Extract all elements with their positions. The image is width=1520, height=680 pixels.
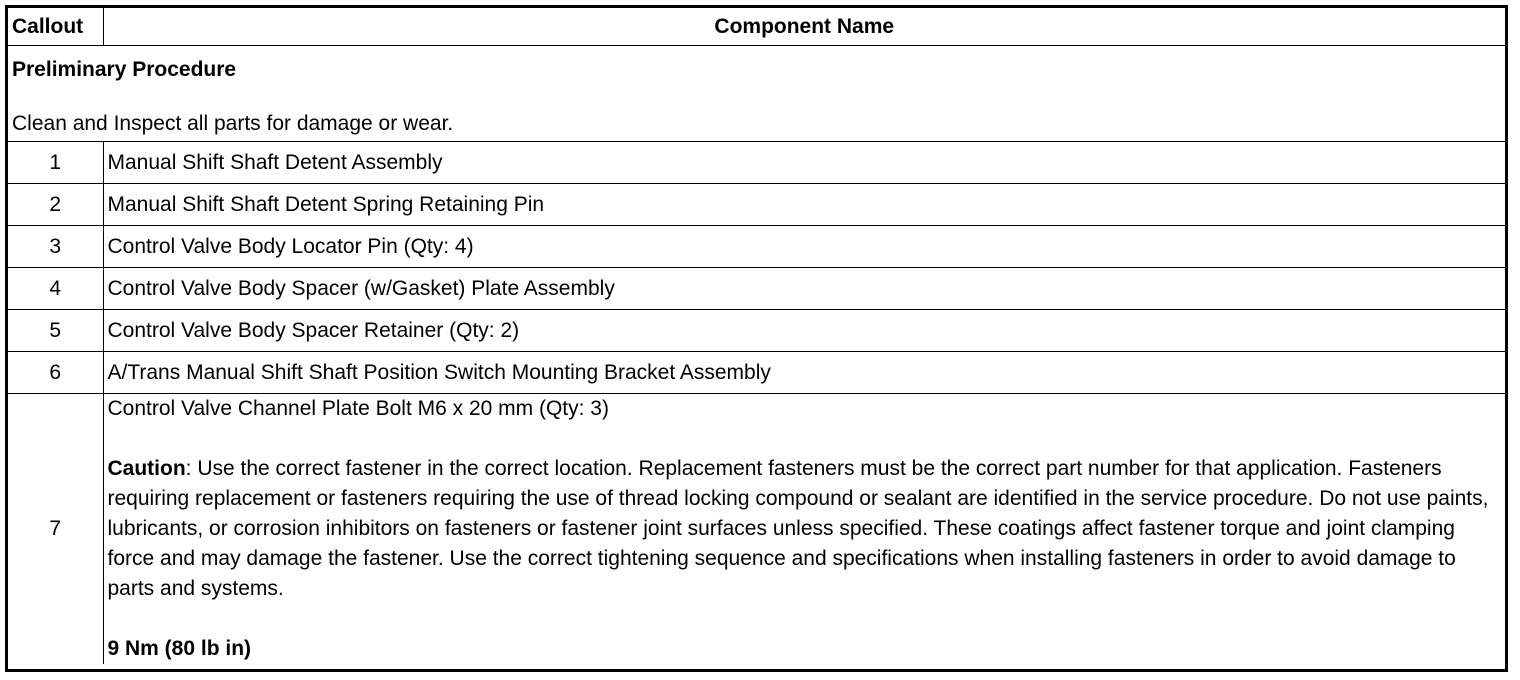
column-header-callout: Callout (8, 8, 103, 46)
column-header-component-name: Component Name (103, 8, 1505, 46)
component-name-cell: Control Valve Body Locator Pin (Qty: 4) (103, 226, 1505, 268)
table-row (8, 394, 1505, 665)
caution-text: : Use the correct fastener in the correct location. Replacement fasteners must be the correct part number for that application. Fasteners requiring replacement or fasteners requiring the use of thread locking compound or sealant are identified in the service procedure. Do not use paints, lubricants, or corrosion inhibitors on fasteners or fastener joint surfaces unless specified. These coatings affect fastener torque and joint clamping force and may damage the fastener. Use the correct tightening sequence and specifications when installing fasteners in order to avoid damage to parts and systems. (107, 457, 1489, 600)
caution-note (108, 454, 1502, 604)
component-name-cell (103, 394, 1505, 665)
table-row (8, 310, 1505, 352)
caution-label: Caution (107, 457, 186, 480)
callout-cell: 6 (8, 352, 103, 394)
preliminary-cell (8, 46, 1505, 142)
component-table (8, 8, 1505, 664)
preliminary-row (8, 46, 1505, 142)
table-header-row (8, 8, 1505, 46)
callout-cell: 2 (8, 184, 103, 226)
table-row (8, 352, 1505, 394)
component-name-cell: Manual Shift Shaft Detent Spring Retaining Pin (103, 184, 1505, 226)
component-name-cell: Control Valve Body Spacer (w/Gasket) Plate Assembly (103, 268, 1505, 310)
callout-cell: 5 (8, 310, 103, 352)
table-row (8, 184, 1505, 226)
table-row (8, 226, 1505, 268)
callout-cell: 7 (8, 394, 103, 665)
component-table-frame (5, 5, 1508, 672)
preliminary-text: Clean and Inspect all parts for damage or wear. (12, 112, 454, 135)
component-name-cell: Manual Shift Shaft Detent Assembly (103, 142, 1505, 184)
preliminary-title: Preliminary Procedure (12, 58, 237, 81)
callout-cell: 3 (8, 226, 103, 268)
callout-cell: 1 (8, 142, 103, 184)
torque-spec: 9 Nm (80 lb in) (107, 637, 252, 660)
component-name-cell: Control Valve Body Spacer Retainer (Qty: 2) (103, 310, 1505, 352)
component-name-text: Control Valve Channel Plate Bolt M6 x 20 mm (Qty: 3) (107, 397, 609, 420)
table-row (8, 142, 1505, 184)
component-name-cell: A/Trans Manual Shift Shaft Position Switch Mounting Bracket Assembly (103, 352, 1505, 394)
callout-cell: 4 (8, 268, 103, 310)
table-row (8, 268, 1505, 310)
